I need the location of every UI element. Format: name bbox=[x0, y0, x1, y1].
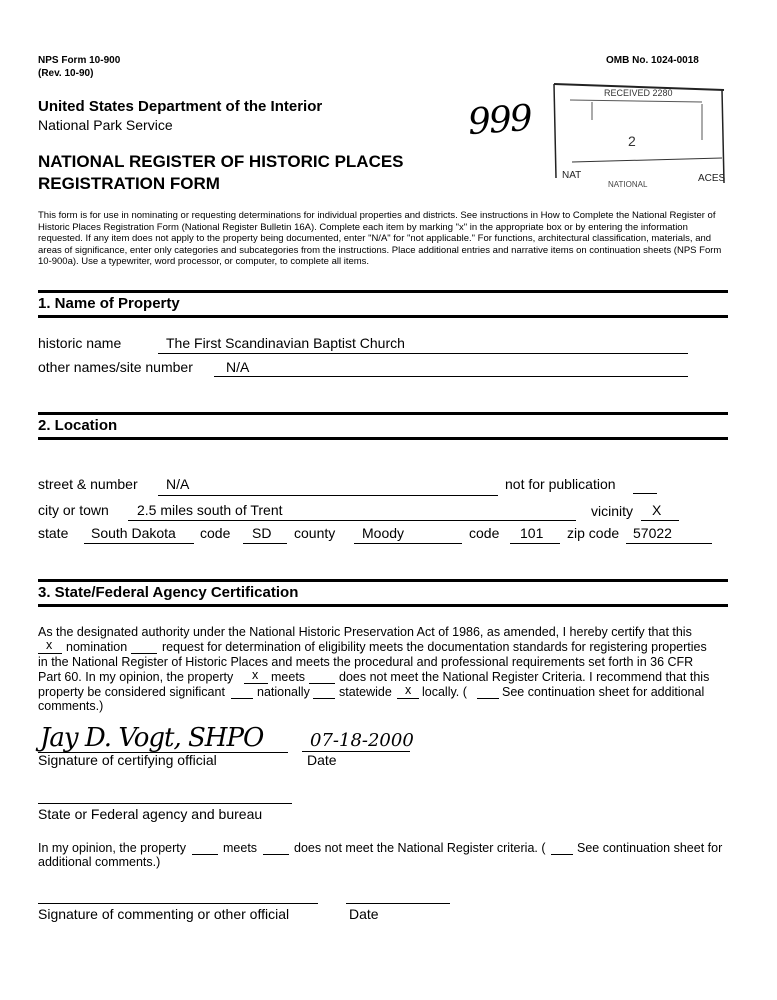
other-names-value[interactable]: N/A bbox=[226, 359, 250, 375]
vicinity-value[interactable]: X bbox=[652, 502, 662, 518]
opinion-c: does not meet the National Register criteria. ( bbox=[294, 841, 546, 855]
locally-mark[interactable]: x bbox=[405, 683, 412, 697]
zip-value[interactable]: 57022 bbox=[633, 525, 672, 541]
other-names-label: other names/site number bbox=[38, 359, 193, 375]
commenting-signature-line[interactable] bbox=[38, 903, 318, 904]
statewide-blank[interactable] bbox=[313, 698, 335, 699]
historic-name-label: historic name bbox=[38, 335, 122, 351]
historic-name-underline bbox=[158, 353, 688, 354]
certification-date: 07-18-2000 bbox=[310, 730, 414, 751]
state-code-value[interactable]: SD bbox=[252, 525, 272, 541]
cert-line4a: Part 60. In my opinion, the property bbox=[38, 670, 234, 684]
city-label: city or town bbox=[38, 502, 109, 518]
meets-mark[interactable]: x bbox=[252, 668, 259, 682]
vicinity-label: vicinity bbox=[591, 503, 634, 519]
county-value[interactable]: Moody bbox=[362, 525, 405, 541]
vicinity-underline bbox=[641, 520, 679, 521]
cert-line3: in the National Register of Historic Places and meets the procedural and professional requirements set forth in 36 CFR bbox=[38, 655, 694, 669]
section1-heading: 1. Name of Property bbox=[38, 295, 180, 312]
state-label: state bbox=[38, 525, 69, 541]
section-rule bbox=[38, 290, 728, 293]
stamp-number: 2 bbox=[628, 133, 636, 149]
form-title-line2: REGISTRATION FORM bbox=[38, 174, 220, 193]
street-label: street & number bbox=[38, 476, 138, 492]
state-code-label: code bbox=[200, 525, 231, 541]
nomination-blank bbox=[38, 653, 62, 654]
section-rule bbox=[38, 604, 728, 607]
form-title-line1: NATIONAL REGISTER OF HISTORIC PLACES bbox=[38, 152, 404, 171]
street-underline bbox=[158, 495, 498, 496]
certifying-signature: Jay D. Vogt, SHPO bbox=[40, 723, 264, 753]
section-rule bbox=[38, 315, 728, 318]
form-number: NPS Form 10-900 bbox=[38, 55, 121, 66]
cert-line5a: property be considered significant bbox=[38, 685, 225, 699]
cert-line2: request for determination of eligibility meets the documentation standards for registering properties bbox=[162, 640, 707, 654]
date-label: Date bbox=[307, 752, 337, 768]
cert-locally: locally. ( bbox=[422, 685, 467, 699]
form-instructions: This form is for use in nominating or requesting determinations for individual properties and districts. See instructions in How to Complete the National Register of Historic Places Registration Form (National Register Bulletin 16A). Complete each item by marking "x" in the appropriate box or by entering the information requested. If any item does not apply to the property being documented, enter "N/A" for "not applicable." For functions, architectural classification, materials, and areas of significance, enter only categories and subcategories from the instructions. Place additional entries and narrative items on continuation sheets (NPS Form 10-900a). Use a typewriter, word processor, or computer, to complete all items. bbox=[38, 210, 722, 267]
street-value[interactable]: N/A bbox=[166, 476, 190, 492]
zip-label: zip code bbox=[567, 525, 620, 541]
cert-meets: meets bbox=[271, 670, 306, 684]
stamp-bottom-text: NATIONAL bbox=[608, 180, 648, 189]
opinion-a: In my opinion, the property bbox=[38, 841, 186, 855]
nationally-blank[interactable] bbox=[231, 698, 253, 699]
commenting-label: Signature of commenting or other official bbox=[38, 906, 290, 922]
nomination-mark[interactable]: x bbox=[46, 638, 53, 652]
opinion-d: See continuation sheet for bbox=[577, 841, 723, 855]
opinion-continuation-blank[interactable] bbox=[551, 854, 573, 855]
stamp-received: RECEIVED 2280 bbox=[604, 88, 673, 98]
not-for-publication-label: not for publication bbox=[505, 476, 616, 492]
does-not-meet-blank[interactable] bbox=[309, 683, 335, 684]
commenting-date-label: Date bbox=[349, 906, 379, 922]
stamp-right-text: ACES bbox=[698, 173, 726, 184]
stamp-left-text: NAT bbox=[562, 170, 582, 181]
continuation-blank[interactable] bbox=[477, 698, 499, 699]
form-revision: (Rev. 10-90) bbox=[38, 68, 94, 79]
meets-blank bbox=[244, 683, 268, 684]
county-code-label: code bbox=[469, 525, 500, 541]
section2-heading: 2. Location bbox=[38, 417, 118, 434]
section3-heading: 3. State/Federal Agency Certification bbox=[38, 584, 299, 601]
agency-name: National Park Service bbox=[38, 117, 173, 133]
signature-label: Signature of certifying official bbox=[38, 752, 217, 768]
bureau-underline[interactable] bbox=[38, 803, 292, 804]
bureau-label: State or Federal agency and bureau bbox=[38, 806, 263, 822]
not-for-publication-field[interactable] bbox=[633, 493, 657, 494]
handwritten-number: 999 bbox=[466, 97, 533, 144]
received-stamp bbox=[552, 78, 727, 188]
county-code-value[interactable]: 101 bbox=[520, 525, 544, 541]
section-rule bbox=[38, 579, 728, 582]
opinion-line2: additional comments.) bbox=[38, 855, 161, 869]
cert-nationally: nationally bbox=[257, 685, 310, 699]
state-underline bbox=[84, 543, 194, 544]
zip-underline bbox=[626, 543, 712, 544]
county-code-underline bbox=[510, 543, 560, 544]
cert-line6: comments.) bbox=[38, 699, 104, 713]
locally-blank bbox=[397, 698, 419, 699]
opinion-b: meets bbox=[223, 841, 258, 855]
county-underline bbox=[354, 543, 462, 544]
cert-statewide: statewide bbox=[339, 685, 392, 699]
city-value[interactable]: 2.5 miles south of Trent bbox=[137, 502, 283, 518]
department-name: United States Department of the Interior bbox=[38, 98, 323, 115]
state-code-underline bbox=[243, 543, 287, 544]
other-names-underline bbox=[214, 376, 688, 377]
omb-number: OMB No. 1024-0018 bbox=[606, 55, 699, 66]
opinion-meets-blank[interactable] bbox=[192, 854, 218, 855]
county-label: county bbox=[294, 525, 336, 541]
request-blank[interactable] bbox=[131, 653, 157, 654]
cert-line1: As the designated authority under the National Historic Preservation Act of 1986, as amended, I hereby certify that this bbox=[38, 625, 692, 639]
cert-line5e: See continuation sheet for additional bbox=[502, 685, 705, 699]
state-value[interactable]: South Dakota bbox=[91, 525, 176, 541]
commenting-date-line[interactable] bbox=[346, 903, 450, 904]
cert-nomination: nomination bbox=[66, 640, 128, 654]
opinion-does-not-meet-blank[interactable] bbox=[263, 854, 289, 855]
historic-name-value[interactable]: The First Scandinavian Baptist Church bbox=[166, 335, 405, 351]
section-rule bbox=[38, 412, 728, 415]
city-underline bbox=[128, 520, 576, 521]
section-rule bbox=[38, 437, 728, 440]
cert-line4c: does not meet the National Register Criteria. I recommend that this bbox=[339, 670, 710, 684]
